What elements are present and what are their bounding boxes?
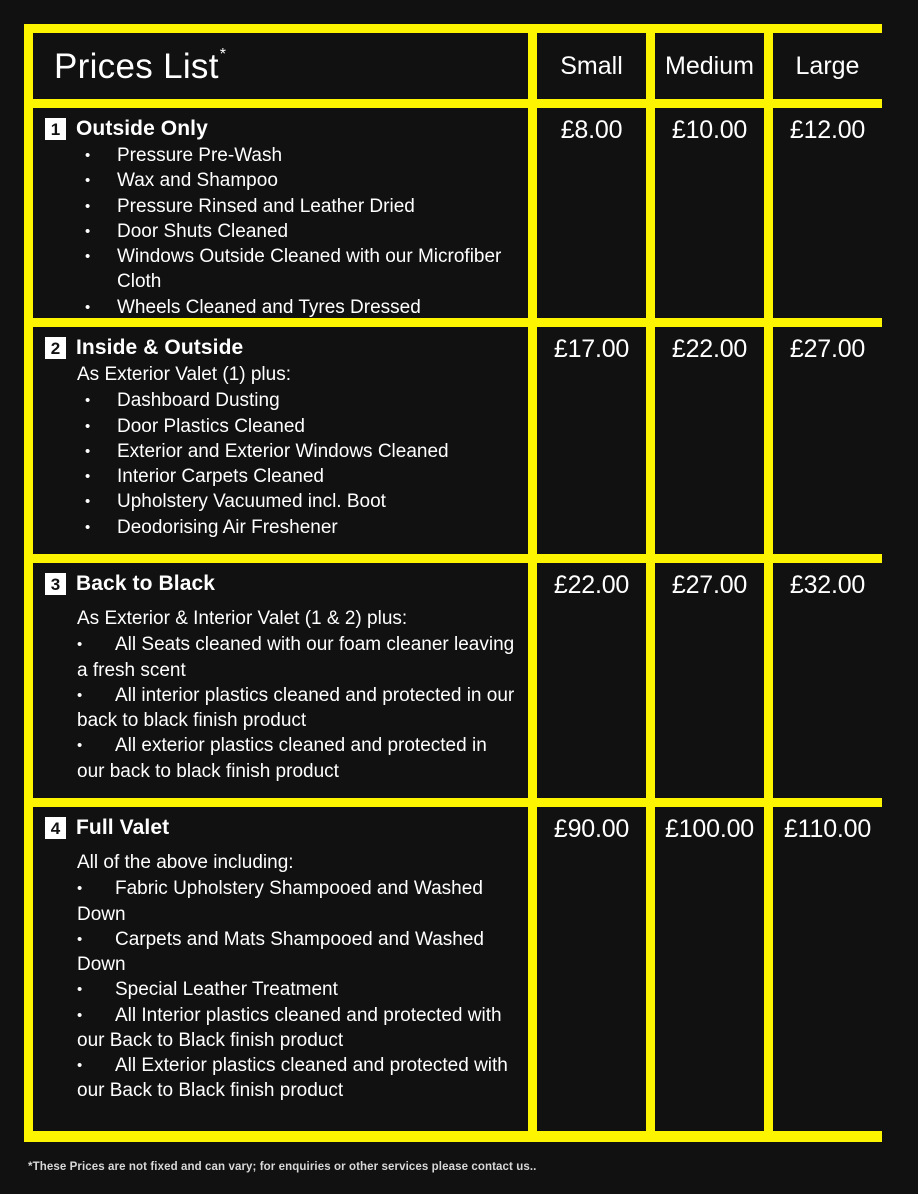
price-medium-4: £100.00 — [655, 807, 764, 1131]
price-medium-2: £22.00 — [655, 327, 764, 554]
list-item-text: All exterior plastics cleaned and protected in our back to black finish product — [77, 735, 487, 782]
list-item: • Windows Outside Cleaned with our Microfiber Cloth — [45, 244, 518, 295]
list-item: • Upholstery Vacuumed incl. Boot — [45, 489, 518, 514]
price-small-4: £90.00 — [537, 807, 646, 1131]
service-feature-list-1 — [45, 143, 518, 320]
bullet-icon: • — [77, 1006, 83, 1024]
service-heading-4 — [45, 816, 518, 840]
price-large-1: £12.00 — [773, 108, 882, 318]
service-description-4 — [33, 807, 528, 1131]
service-feature-list-3 — [45, 632, 518, 784]
list-item: • Door Shuts Cleaned — [45, 219, 518, 244]
price-large-2: £27.00 — [773, 327, 882, 554]
service-name-3: Back to Black — [76, 572, 216, 595]
list-item — [45, 683, 518, 734]
bullet-icon: • — [77, 930, 83, 948]
list-item: • Wax and Shampoo — [45, 168, 518, 193]
service-name-4: Full Valet — [76, 816, 170, 839]
title-footnote-marker: * — [219, 45, 227, 63]
service-feature-list-2 — [45, 388, 518, 540]
service-row-3 — [33, 563, 873, 798]
service-row-4 — [33, 807, 873, 1131]
list-item-text: Fabric Upholstery Shampooed and Washed Down — [77, 878, 483, 925]
list-item: • Door Plastics Cleaned — [45, 414, 518, 439]
service-row-2 — [33, 327, 873, 554]
list-item: • Pressure Pre-Wash — [45, 143, 518, 168]
list-item-text: All interior plastics cleaned and protected in our back to black finish product — [77, 684, 515, 732]
service-description-1 — [33, 108, 528, 318]
list-item-text: All Exterior plastics cleaned and protected with our Back to Black finish product — [77, 1055, 508, 1102]
price-large-3: £32.00 — [773, 563, 882, 798]
service-description-3 — [33, 563, 528, 798]
price-medium-1: £10.00 — [655, 108, 764, 318]
bullet-icon: • — [77, 636, 83, 654]
service-number-badge-4: 4 — [45, 817, 66, 839]
list-item-text: Carpets and Mats Shampooed and Washed Down — [77, 928, 484, 976]
service-feature-list-4 — [45, 876, 518, 1103]
price-table — [24, 24, 882, 1142]
list-item-text: Special Leather Treatment — [115, 979, 338, 1001]
service-heading-3 — [45, 572, 518, 596]
service-description-2 — [33, 327, 528, 554]
price-medium-3: £27.00 — [655, 563, 764, 798]
service-intro-2: As Exterior Valet (1) plus: — [77, 364, 292, 385]
price-disclaimer-footnote: *These Prices are not fixed and can vary; for enquiries or other services please contact us.. — [28, 1161, 537, 1173]
service-number-badge-1: 1 — [45, 118, 66, 140]
bullet-icon: • — [77, 737, 83, 755]
service-row-1 — [33, 108, 873, 318]
list-item — [45, 632, 518, 683]
service-heading-2 — [45, 336, 518, 360]
service-number-badge-3: 3 — [45, 573, 66, 595]
bullet-icon: • — [77, 1057, 83, 1075]
list-item-text: All Seats cleaned with our foam cleaner leaving a fresh scent — [77, 634, 515, 681]
column-header-large: Large — [773, 33, 882, 99]
list-item: • Dashboard Dusting — [45, 388, 518, 413]
list-item: • Deodorising Air Freshener — [45, 515, 518, 540]
bullet-icon: • — [77, 880, 83, 898]
service-name-1: Outside Only — [76, 117, 208, 140]
service-name-2: Inside & Outside — [76, 336, 244, 359]
price-small-3: £22.00 — [537, 563, 646, 798]
service-intro-4: All of the above including: — [77, 852, 294, 873]
list-item — [45, 977, 518, 1002]
table-header-row — [33, 33, 873, 99]
service-number-badge-2: 2 — [45, 337, 66, 359]
list-item: • Exterior and Exterior Windows Cleaned — [45, 439, 518, 464]
list-item: • Pressure Rinsed and Leather Dried — [45, 194, 518, 219]
page-title-cell — [33, 33, 528, 99]
bullet-icon: • — [77, 981, 83, 999]
list-item: • Interior Carpets Cleaned — [45, 464, 518, 489]
page-title-text: Prices List — [54, 46, 219, 86]
list-item: • Wheels Cleaned and Tyres Dressed — [45, 295, 518, 320]
list-item — [45, 1003, 518, 1054]
price-large-4: £110.00 — [773, 807, 882, 1131]
column-header-medium: Medium — [655, 33, 764, 99]
service-heading-1 — [45, 117, 518, 141]
list-item — [45, 733, 518, 784]
list-item — [45, 1053, 518, 1104]
list-item-text: All Interior plastics cleaned and protected with our Back to Black finish product — [77, 1004, 502, 1051]
list-item — [45, 876, 518, 927]
column-header-small: Small — [537, 33, 646, 99]
bullet-icon: • — [77, 686, 83, 704]
price-small-1: £8.00 — [537, 108, 646, 318]
service-intro-3: As Exterior & Interior Valet (1 & 2) plus: — [77, 608, 408, 629]
list-item — [45, 927, 518, 978]
price-small-2: £17.00 — [537, 327, 646, 554]
page-title — [54, 45, 227, 86]
